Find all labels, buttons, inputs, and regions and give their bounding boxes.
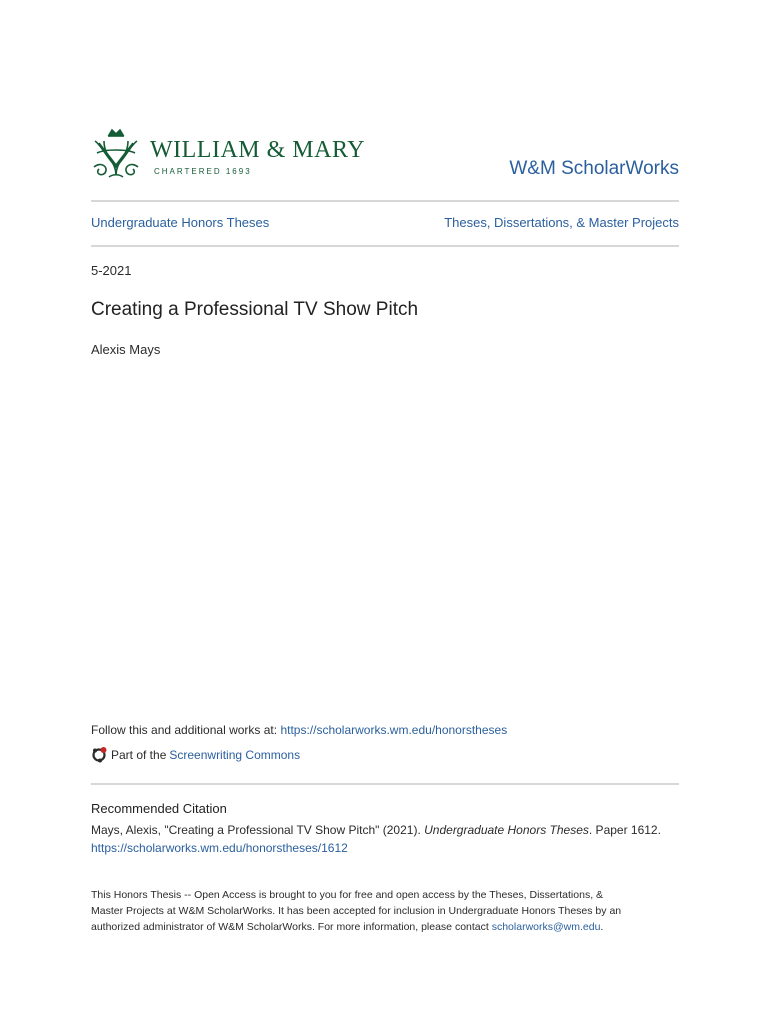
citation-series: Undergraduate Honors Theses [424, 823, 589, 837]
series-link-theses-dissertations[interactable]: Theses, Dissertations, & Master Projects [444, 215, 679, 230]
recommended-citation-heading: Recommended Citation [91, 801, 227, 816]
divider [91, 245, 679, 247]
commons-network-icon [91, 746, 108, 763]
cypher-crown-icon [91, 127, 141, 181]
william-mary-logo[interactable] [91, 127, 363, 183]
document-title: Creating a Professional TV Show Pitch [91, 299, 419, 320]
author-name: Alexis Mays [91, 342, 161, 357]
part-of-line [91, 746, 300, 763]
series-link-honors-theses[interactable]: Undergraduate Honors Theses [91, 215, 270, 230]
follow-label: Follow this and additional works at: [91, 723, 281, 737]
follow-line [91, 723, 507, 737]
part-of-label: Part of the [111, 747, 167, 762]
repository-name-link[interactable]: W&M ScholarWorks [509, 158, 679, 179]
notice-line-2: Master Projects at W&M ScholarWorks. It has been accepted for inclusion in Undergraduate Honors Theses by an [91, 905, 622, 917]
screenwriting-commons-link[interactable]: Screenwriting Commons [169, 747, 301, 762]
logo-chartered-text: CHARTERED 1693 [154, 167, 252, 176]
citation-text [91, 821, 691, 857]
access-notice [91, 887, 681, 935]
notice-line-3-end: . [600, 921, 604, 933]
notice-line-3-text: authorized administrator of W&M ScholarWorks. For more information, please contact [91, 921, 492, 933]
publication-date: 5-2021 [91, 263, 132, 278]
divider [91, 200, 679, 202]
contact-email-link[interactable]: scholarworks@wm.edu [491, 921, 601, 933]
citation-url-link[interactable]: https://scholarworks.wm.edu/honorstheses/1612 [91, 841, 348, 855]
citation-text-before: Mays, Alexis, "Creating a Professional TV Show Pitch" (2021). [91, 823, 425, 837]
notice-line-3 [91, 919, 681, 935]
follow-url-link[interactable]: https://scholarworks.wm.edu/honorstheses [280, 723, 508, 737]
logo-wordmark: WILLIAM & MARY [150, 137, 365, 163]
divider [91, 783, 679, 785]
citation-text-after: . Paper 1612. [588, 823, 661, 837]
notice-line-1: This Honors Thesis -- Open Access is brought to you for free and open access by the Theses, Dissertations, & [91, 889, 604, 901]
